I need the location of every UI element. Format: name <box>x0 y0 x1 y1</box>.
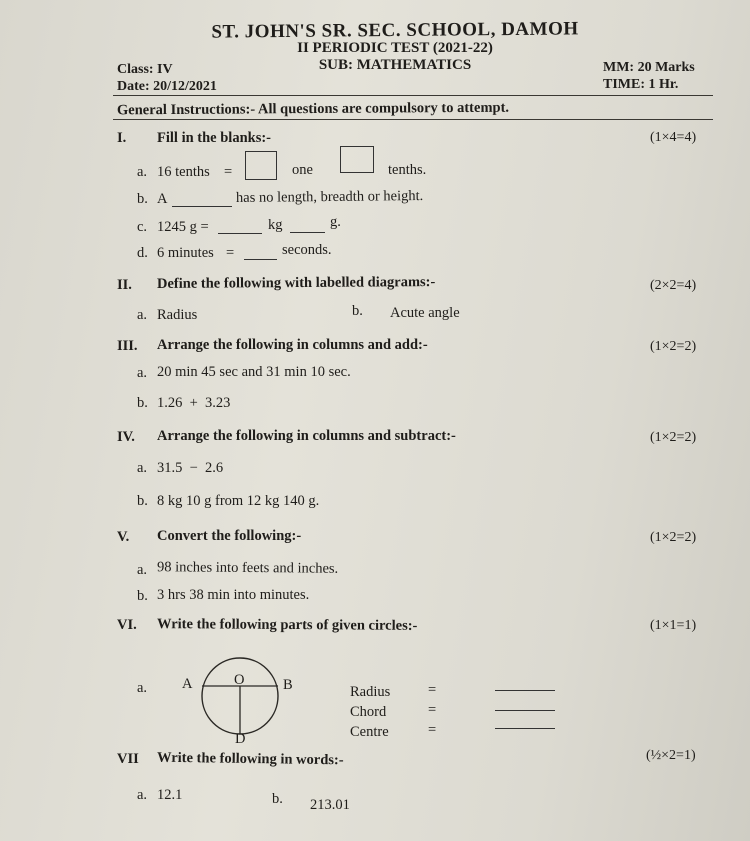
q1-marks: (1×4=4) <box>650 130 697 145</box>
q5-text: Convert the following:- <box>157 528 302 544</box>
q1a-text-one: one <box>292 162 313 178</box>
q7a-label: a. <box>137 787 148 803</box>
q3a-label: a. <box>137 365 148 381</box>
q6-marks: (1×1=1) <box>650 618 697 633</box>
q1b-blank[interactable] <box>172 206 232 207</box>
q6-number: VI. <box>117 617 137 633</box>
q1a-blank-box-1[interactable] <box>245 151 277 180</box>
q2-marks: (2×2=4) <box>650 278 697 293</box>
school-name: ST. JOHN'S SR. SEC. SCHOOL, DAMOH <box>211 18 579 43</box>
q1-text: Fill in the blanks:- <box>157 130 272 146</box>
date-label: Date: 20/12/2021 <box>117 79 217 94</box>
q1d-blank[interactable] <box>244 259 277 260</box>
q1d-label: d. <box>137 245 148 261</box>
q3-number: III. <box>117 338 138 354</box>
point-b-label: B <box>283 677 293 693</box>
q1c-blank-g[interactable] <box>290 232 325 233</box>
q3-marks: (1×2=2) <box>650 339 697 354</box>
q5-number: V. <box>117 529 130 545</box>
q1a-text: 16 tenths <box>157 164 210 180</box>
point-a-label: A <box>182 676 193 692</box>
q1c-text: 1245 g = <box>157 219 209 235</box>
q1d-equals: = <box>226 245 235 261</box>
q2a-label: a. <box>137 307 148 323</box>
q4b-text: 8 kg 10 g from 12 kg 140 g. <box>157 493 320 509</box>
point-o-label: O <box>234 672 245 688</box>
q5a-label: a. <box>137 562 148 578</box>
part-radius-blank[interactable] <box>495 690 555 691</box>
q7a-text: 12.1 <box>157 787 183 803</box>
q2b-label: b. <box>352 303 363 319</box>
q7-marks: (½×2=1) <box>646 748 696 763</box>
subject: SUB: MATHEMATICS <box>318 57 472 73</box>
q1b-text-a: A <box>157 191 168 207</box>
q7b-label: b. <box>272 791 283 807</box>
q4-text: Arrange the following in columns and subtract:- <box>157 428 456 444</box>
q4-marks: (1×2=2) <box>650 430 697 445</box>
max-marks: MM: 20 Marks <box>603 60 695 75</box>
circle-diagram <box>200 656 282 743</box>
q1d-text: 6 minutes <box>157 245 214 261</box>
q1-number: I. <box>117 130 127 146</box>
q2-text: Define the following with labelled diagrams:- <box>156 274 436 292</box>
q1c-kg: kg <box>268 217 283 233</box>
class-label: Class: IV <box>117 62 173 77</box>
q5a-text: 98 inches into feets and inches. <box>156 559 339 577</box>
q4a-text: 31.5 − 2.6 <box>157 460 224 476</box>
q3-text: Arrange the following in columns and add:- <box>157 337 428 353</box>
header-rule <box>113 95 713 96</box>
q2b-text: Acute angle <box>390 305 460 321</box>
q3b-label: b. <box>137 395 148 411</box>
part-centre-blank[interactable] <box>495 728 555 729</box>
q1d-seconds: seconds. <box>282 242 332 258</box>
q3a-text: 20 min 45 sec and 31 min 10 sec. <box>157 364 351 380</box>
q7b-text: 213.01 <box>310 797 350 813</box>
q6a-label: a. <box>137 680 148 696</box>
q1a-text-tenths: tenths. <box>388 162 427 178</box>
q1a-equals: = <box>224 164 233 180</box>
q4a-label: a. <box>137 460 148 476</box>
q5-marks: (1×2=2) <box>650 530 697 545</box>
q1c-blank-kg[interactable] <box>218 233 262 234</box>
q6-text: Write the following parts of given circles:- <box>156 616 418 634</box>
point-d-label: D <box>235 731 246 747</box>
circle-figure <box>200 656 282 738</box>
q5b-text: 3 hrs 38 min into minutes. <box>157 587 310 603</box>
instructions-rule <box>113 119 713 120</box>
q5b-label: b. <box>137 588 148 604</box>
q1a-blank-box-2[interactable] <box>340 146 374 173</box>
q4b-label: b. <box>137 493 148 509</box>
q1a-label: a. <box>137 164 148 180</box>
part-chord: Chord <box>350 704 387 720</box>
part-radius-equals: = <box>428 682 437 698</box>
general-instructions: General Instructions:- All questions are compulsory to attempt. <box>116 99 510 119</box>
part-centre-equals: = <box>428 722 437 738</box>
q7-text: Write the following in words:- <box>156 749 344 769</box>
q2a-text: Radius <box>157 307 198 323</box>
q1c-g: g. <box>330 214 341 230</box>
q1c-label: c. <box>137 219 148 235</box>
q2-number: II. <box>117 277 132 293</box>
q7-number: VII <box>117 751 139 767</box>
part-centre: Centre <box>350 724 389 740</box>
test-name: II PERIODIC TEST (2021-22) <box>297 40 493 56</box>
time-label: TIME: 1 Hr. <box>603 77 679 92</box>
part-radius: Radius <box>350 684 391 700</box>
q3b-text: 1.26 + 3.23 <box>157 395 231 411</box>
q4-number: IV. <box>117 429 135 445</box>
q1b-text: has no length, breadth or height. <box>235 188 424 206</box>
part-chord-blank[interactable] <box>495 710 555 711</box>
q1b-label: b. <box>137 191 148 207</box>
part-chord-equals: = <box>428 702 437 718</box>
